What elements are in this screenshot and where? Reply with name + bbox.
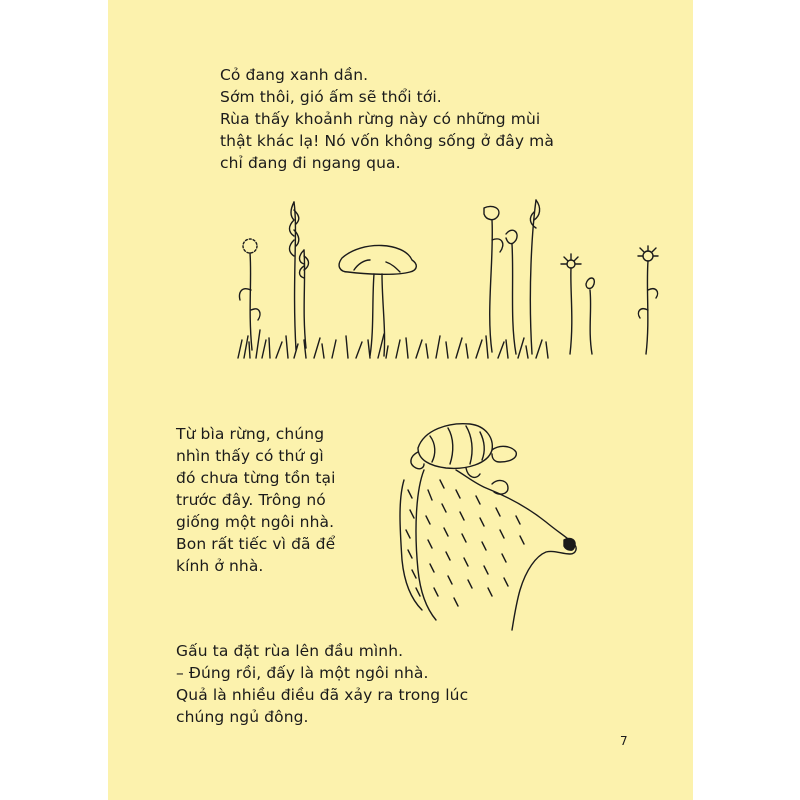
paragraph-2 bbox=[176, 423, 336, 577]
paragraph-line: trước đây. Trông nó bbox=[176, 491, 326, 509]
paragraph-line: nhìn thấy có thứ gì bbox=[176, 447, 324, 465]
paragraph-line: Bon rất tiếc vì đã để bbox=[176, 535, 336, 553]
paragraph-line: Sớm thôi, gió ấm sẽ thổi tới. bbox=[220, 88, 442, 106]
bear-with-turtle-illustration bbox=[396, 420, 586, 635]
paragraph-line: Gấu ta đặt rùa lên đầu mình. bbox=[176, 642, 404, 660]
paragraph-3 bbox=[176, 640, 468, 728]
paragraph-line: đó chưa từng tồn tại bbox=[176, 469, 336, 487]
paragraph-line: – Đúng rồi, đấy là một ngôi nhà. bbox=[176, 664, 429, 682]
paragraph-line: chúng ngủ đông. bbox=[176, 708, 309, 726]
book-page bbox=[108, 0, 693, 800]
paragraph-line: chỉ đang đi ngang qua. bbox=[220, 154, 401, 172]
paragraph-line: Quả là nhiều điều đã xảy ra trong lúc bbox=[176, 686, 469, 704]
meadow-plants-illustration bbox=[236, 190, 556, 365]
paragraph-line: Từ bìa rừng, chúng bbox=[176, 425, 325, 443]
paragraph-line: kính ở nhà. bbox=[176, 557, 264, 575]
paragraph-1 bbox=[220, 64, 554, 174]
paragraph-line: Cỏ đang xanh dần. bbox=[220, 66, 369, 84]
page-number: 7 bbox=[620, 734, 628, 748]
paragraph-line: Rùa thấy khoảnh rừng này có những mùi bbox=[220, 110, 541, 128]
paragraph-line: giống một ngôi nhà. bbox=[176, 513, 335, 531]
paragraph-line: thật khác lạ! Nó vốn không sống ở đây mà bbox=[220, 132, 554, 150]
